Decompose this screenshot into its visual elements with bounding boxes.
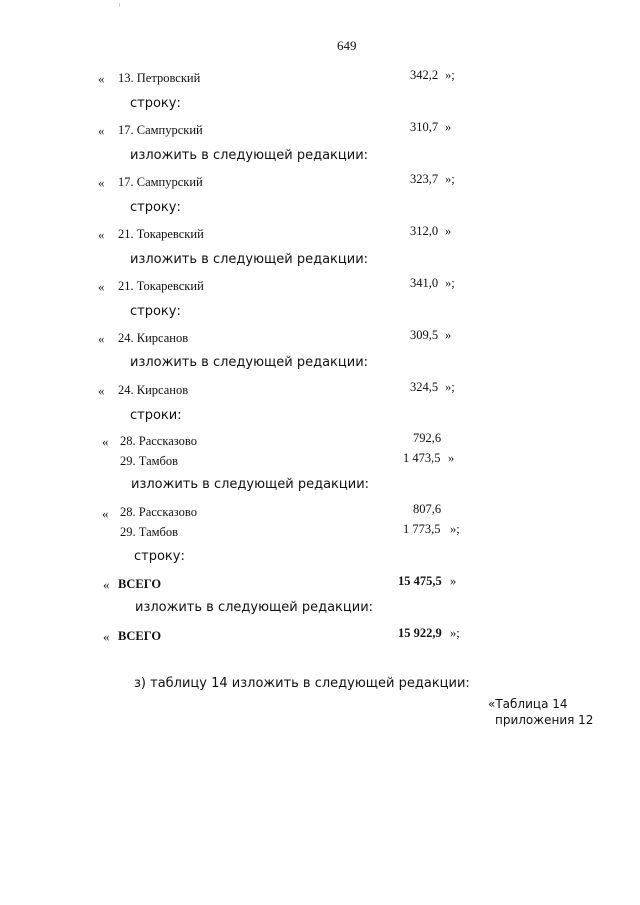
row-name: 21. Токаревский [118,227,204,241]
instruction-edit: изложить в следующей редакции: [130,252,369,267]
instruction-edit: изложить в следующей редакции: [135,600,374,615]
scan-mark [119,3,120,7]
instruction-line: строку: [134,549,185,564]
close-quote: »; [450,522,460,536]
row-name: 28. Рассказово [120,434,197,448]
open-quote: « [98,331,105,346]
section-z-text: з) таблицу 14 изложить в следующей редакции: [134,676,470,691]
instruction-line: строку: [130,304,181,319]
close-quote: » [445,328,452,342]
open-quote: « [98,123,105,138]
open-quote: « [102,434,109,449]
row-name: 17. Сампурский [118,175,203,189]
instruction-edit: изложить в следующей редакции: [131,477,370,492]
close-quote: » [445,224,452,238]
row-value: 1 773,5 [403,522,441,536]
table-ref-line2: приложения 12 [495,713,594,727]
close-quote: »; [445,276,455,290]
close-quote: »; [445,380,455,394]
close-quote: »; [450,626,460,640]
total-value: 15 475,5 [398,574,442,588]
row-value: 312,0 [410,224,439,238]
open-quote: « [102,506,109,521]
row-value: 342,2 [410,68,439,82]
close-quote: » [445,120,452,134]
row-name: 24. Кирсанов [118,331,189,345]
instruction-edit: изложить в следующей редакции: [130,355,369,370]
row-value: 792,6 [413,431,442,445]
close-quote: » [450,574,457,588]
close-quote: »; [445,68,455,82]
total-label: ВСЕГО [118,629,162,643]
instruction-line: строку: [130,96,181,111]
total-value: 15 922,9 [398,626,442,640]
row-name: 17. Сампурский [118,123,203,137]
row-value: 324,5 [410,380,439,394]
open-quote: « [98,383,105,398]
open-quote: « [98,227,105,242]
open-quote: « [98,71,105,86]
instruction-edit: изложить в следующей редакции: [130,148,369,163]
open-quote: « [103,629,110,644]
open-quote: « [103,577,110,592]
row-value: 323,7 [410,172,439,186]
row-name: 21. Токаревский [118,279,204,293]
row-value: 807,6 [413,502,442,516]
total-label: ВСЕГО [118,577,162,591]
open-quote: « [98,279,105,294]
row-value: 310,7 [410,120,439,134]
instruction-line: строку: [130,200,181,215]
row-value: 341,0 [410,276,439,290]
row-name: 29. Тамбов [120,454,179,468]
page-number: 649 [337,38,357,53]
row-value: 1 473,5 [403,451,441,465]
table-ref-line1: «Таблица 14 [488,697,568,711]
open-quote: « [98,175,105,190]
row-name: 29. Тамбов [120,525,179,539]
instruction-lines: строки: [130,408,182,423]
row-value: 309,5 [410,328,439,342]
close-quote: » [448,451,455,465]
row-name: 24. Кирсанов [118,383,189,397]
row-name: 28. Рассказово [120,505,197,519]
row-name: 13. Петровский [118,71,201,85]
close-quote: »; [445,172,455,186]
